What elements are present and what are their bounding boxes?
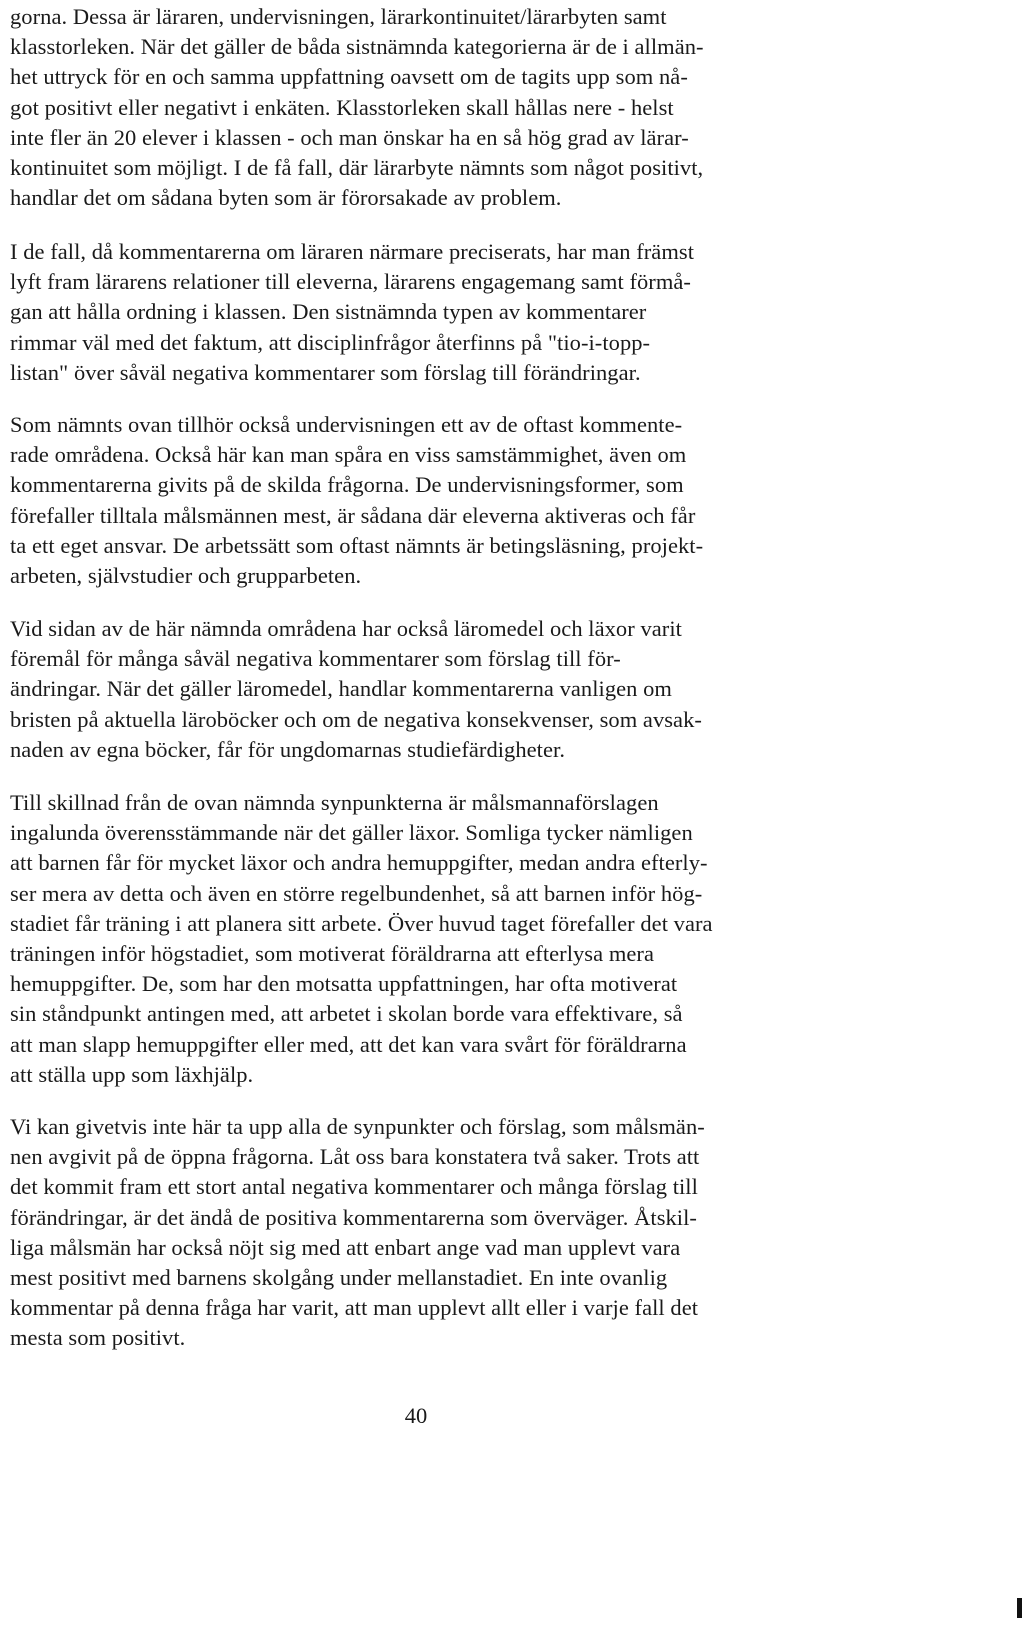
text-line: liga målsmän har också nöjt sig med att enbart ange vad man upplevt vara — [10, 1234, 681, 1260]
text-line: inte fler än 20 elever i klassen - och man önskar ha en så hög grad av lärar- — [10, 124, 689, 150]
text-line: gan att hålla ordning i klassen. Den sistnämnda typen av kommentarer — [10, 299, 647, 325]
text-line: klasstorleken. När det gäller de båda sistnämnda kategorierna är de i allmän- — [10, 34, 704, 60]
paragraph-2 — [10, 237, 960, 388]
text-line: arbeten, självstudier och grupparbeten. — [10, 562, 362, 588]
text-line: mesta som positivt. — [10, 1325, 186, 1351]
page-number: 40 — [404, 1403, 428, 1428]
text-line: Till skillnad från de ovan nämnda synpunkterna är målsmannaförslagen — [10, 790, 659, 815]
text-line: förändringar, är det ändå de positiva kommentarerna som överväger. Åtskil- — [10, 1204, 697, 1230]
text-line: Vid sidan av de här nämnda områdena har också läromedel och läxor varit — [10, 616, 682, 641]
text-line: kontinuitet som möjligt. I de få fall, där lärarbyte nämnts som något positivt, — [10, 154, 704, 180]
text-line: hemuppgifter. De, som har den motsatta uppfattningen, har ofta motiverat — [10, 971, 678, 997]
text-line: lyft fram lärarens relationer till eleverna, lärarens engagemang samt förmå- — [10, 269, 691, 295]
text-line: bristen på aktuella läroböcker och om de negativa konsekvenser, som avsak- — [10, 706, 702, 732]
text-line: att barnen får för mycket läxor och andra hemuppgifter, medan andra efterly- — [10, 850, 708, 876]
text-line: rade områdena. Också här kan man spåra en viss samstämmighet, även om — [10, 442, 687, 468]
text-line: nen avgivit på de öppna frågorna. Låt oss bara konstatera två saker. Trots att — [10, 1144, 700, 1170]
text-line: handlar det om sådana byten som är förorsakade av problem. — [10, 185, 562, 211]
text-line: ingalunda överensstämmande när det gäller läxor. Somliga tycker nämligen — [10, 820, 693, 846]
text-line: stadiet får träning i att planera sitt arbete. Över huvud taget förefaller det vara — [10, 910, 713, 936]
text-line: föremål för många såväl negativa kommentarer som förslag till för- — [10, 646, 621, 672]
text-line: rimmar väl med det faktum, att disciplinfrågor återfinns på "tio-i-topp- — [10, 329, 651, 355]
text-line: att ställa upp som läxhjälp. — [10, 1061, 254, 1087]
text-line: het uttryck för en och samma uppfattning oavsett om de tagits upp som nå- — [10, 64, 688, 90]
text-line: sin ståndpunkt antingen med, att arbetet i skolan borde vara effektivare, så — [10, 1001, 683, 1027]
text-line: ändringar. När det gäller läromedel, handlar kommentarerna vanligen om — [10, 676, 672, 702]
text-line: träningen inför högstadiet, som motiverat föräldrarna att efterlysa mera — [10, 940, 654, 966]
text-line: got positivt eller negativt i enkäten. Klasstorleken skall hållas nere - helst — [10, 94, 674, 120]
text-line: naden av egna böcker, får för ungdomarnas studiefärdigheter. — [10, 736, 565, 762]
text-line: ser mera av detta och även en större regelbundenhet, så att barnen inför hög- — [10, 880, 703, 906]
text-line: kommentar på denna fråga har varit, att man upplevt allt eller i varje fall det — [10, 1295, 699, 1321]
paragraph-3 — [10, 410, 960, 591]
text-line: ta ett eget ansvar. De arbetssätt som oftast nämnts är betingsläsning, projekt- — [10, 532, 704, 558]
text-line: listan" över såväl negativa kommentarer som förslag till förändringar. — [10, 359, 641, 385]
text-line: Vi kan givetvis inte här ta upp alla de synpunkter och förslag, som målsmän- — [10, 1114, 705, 1139]
text-line: mest positivt med barnens skolgång under mellanstadiet. En inte ovanlig — [10, 1264, 668, 1290]
paragraph-6 — [10, 1112, 960, 1354]
text-line: Som nämnts ovan tillhör också undervisningen ett av de oftast kommente- — [10, 412, 683, 437]
text-line: gorna. Dessa är läraren, undervisningen, lärarkontinuitet/lärarbyten samt — [10, 4, 667, 29]
paragraph-4 — [10, 614, 960, 765]
text-line: I de fall, då kommentarerna om läraren närmare preciserats, har man främst — [10, 239, 694, 264]
text-line: förefaller tilltala målsmännen mest, är sådana där eleverna aktiveras och får — [10, 502, 696, 528]
scan-edge-mark — [1017, 1598, 1022, 1618]
text-line: att man slapp hemuppgifter eller med, att det kan vara svårt för föräldrarna — [10, 1031, 687, 1057]
text-line: det kommit fram ett stort antal negativa kommentarer och många förslag till — [10, 1174, 698, 1200]
paragraph-1 — [10, 2, 960, 213]
text-line: kommentarerna givits på de skilda frågorna. De undervisningsformer, som — [10, 472, 684, 498]
paragraph-5 — [10, 788, 960, 1090]
